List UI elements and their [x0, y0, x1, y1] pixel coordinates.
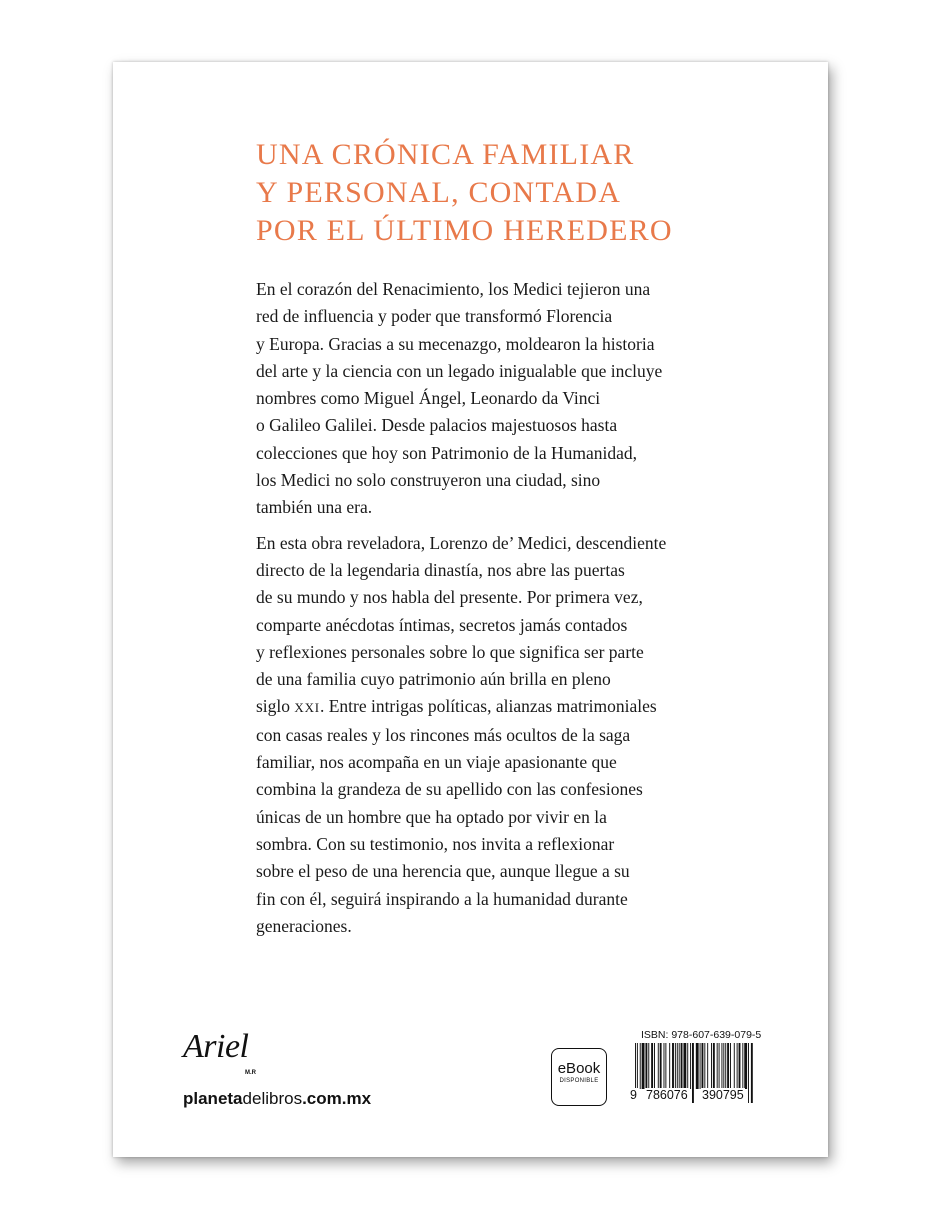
barcode-bar — [654, 1043, 655, 1089]
century-smallcaps: XXI — [294, 700, 320, 716]
text-line: sobre el peso de una herencia que, aunque llegue a su — [256, 861, 630, 882]
barcode-bar — [660, 1043, 662, 1089]
text-line: nombres como Miguel Ángel, Leonardo da Vinci — [256, 388, 601, 409]
text-line: combina la grandeza de su apellido con las confesiones — [256, 779, 643, 800]
barcode-bar — [687, 1043, 688, 1089]
text-line-century — [256, 693, 696, 721]
text-line: fin con él, seguirá inspirando a la humanidad durante — [256, 888, 628, 909]
barcode-digit-group: 786076 — [646, 1088, 688, 1102]
site-part: .com.mx — [302, 1089, 372, 1108]
barcode-bar — [707, 1043, 708, 1089]
text-line: colecciones que hoy son Patrimonio de la Humanidad, — [256, 442, 638, 463]
headline-line: Y PERSONAL, CONTADA — [256, 176, 622, 209]
text-line: y Europa. Gracias a su mecenazgo, moldearon la historia — [256, 333, 655, 354]
barcode-bar — [717, 1043, 718, 1089]
text-line: del arte y la ciencia con un legado inigualable que incluye — [256, 360, 663, 381]
site-part: delibros — [242, 1089, 303, 1108]
barcode-bar — [648, 1043, 649, 1089]
barcode-bar — [713, 1043, 715, 1089]
barcode-bar — [679, 1043, 680, 1089]
synopsis — [256, 276, 696, 940]
headline-line: UNA CRÓNICA FAMILIAR — [256, 138, 635, 171]
text-segment: . Entre intrigas políticas, alianzas matrimoniales — [319, 696, 657, 717]
barcode-bar — [658, 1043, 659, 1089]
barcode-bar — [677, 1043, 678, 1089]
barcode-bar — [721, 1043, 722, 1089]
barcode-lead-digit: 9 — [630, 1088, 637, 1102]
text-line: red de influencia y poder que transformó Florencia — [256, 306, 613, 327]
barcode-bar — [702, 1043, 704, 1089]
barcode-bar — [711, 1043, 712, 1089]
barcode-bar — [640, 1043, 641, 1089]
text-line: En esta obra reveladora, Lorenzo de’ Medici, descendiente — [256, 532, 667, 553]
barcode-bar — [642, 1043, 645, 1089]
text-line: o Galileo Galilei. Desde palacios majestuosos hasta — [256, 415, 618, 436]
barcode-bar — [719, 1043, 720, 1089]
barcode-bar — [669, 1043, 670, 1089]
barcode-bar — [744, 1043, 747, 1089]
barcode-bar — [725, 1043, 726, 1089]
barcode-digit-group: 390795 — [702, 1088, 744, 1102]
cover-headline — [256, 136, 673, 250]
site-part: planeta — [183, 1089, 243, 1108]
text-line: y reflexiones personales sobre lo que significa ser parte — [256, 641, 644, 662]
barcode-bar — [696, 1043, 699, 1089]
text-line: generaciones. — [256, 915, 352, 936]
ebook-title: eBook — [557, 1060, 601, 1077]
text-line: En el corazón del Renacimiento, los Medici tejieron una — [256, 279, 651, 299]
text-line: directo de la legendaria dinastía, nos abre las puertas — [256, 559, 625, 580]
barcode-bar — [737, 1043, 738, 1089]
isbn-label: ISBN: 978-607-639-079-5 — [641, 1029, 762, 1041]
text-line: únicas de un hombre que ha optado por vivir en la — [256, 806, 607, 827]
barcode-bar — [675, 1043, 676, 1089]
synopsis-paragraph-2 — [256, 530, 696, 940]
publisher-website — [183, 1089, 371, 1109]
barcode-bar — [651, 1043, 653, 1089]
ebook-subtitle: DISPONIBLE — [559, 1078, 599, 1084]
barcode-bar — [664, 1043, 665, 1089]
barcode-digits — [631, 1088, 756, 1104]
synopsis-paragraph-1 — [256, 276, 696, 522]
text-line: los Medici no solo construyeron una ciudad, sino — [256, 470, 601, 491]
barcode-bar — [704, 1043, 705, 1089]
book-back-cover — [113, 62, 828, 1157]
ebook-available-badge — [551, 1048, 607, 1106]
text-line: comparte anécdotas íntimas, secretos jamás contados — [256, 614, 628, 635]
barcode-bar — [683, 1043, 686, 1089]
barcode-bar — [665, 1043, 666, 1089]
barcode-bar — [681, 1043, 683, 1089]
text-segment: siglo — [256, 696, 295, 717]
text-line: de su mundo y nos habla del presente. Por primera vez, — [256, 587, 643, 608]
barcode-bar — [700, 1043, 701, 1089]
barcode-bar — [645, 1043, 647, 1089]
trademark-mark: M.R — [245, 1070, 256, 1076]
barcode-bar — [734, 1043, 735, 1089]
barcode-bar — [742, 1043, 743, 1089]
barcode-bar — [672, 1043, 674, 1089]
barcode-bar — [730, 1043, 731, 1089]
barcode-bar — [739, 1043, 741, 1089]
text-line: sombra. Con su testimonio, nos invita a reflexionar — [256, 833, 615, 854]
barcode-bar — [723, 1043, 724, 1089]
text-line: con casas reales y los rincones más ocultos de la saga — [256, 724, 631, 745]
barcode-bar — [690, 1043, 691, 1089]
text-line: familiar, nos acompaña en un viaje apasionante que — [256, 752, 617, 773]
barcode-bar — [727, 1043, 729, 1089]
ariel-logo: Ariel — [183, 1028, 249, 1065]
text-line: de una familia cuyo patrimonio aún brilla en pleno — [256, 669, 611, 690]
headline-line: POR EL ÚLTIMO HEREDERO — [256, 214, 673, 247]
text-line: también una era. — [256, 497, 373, 518]
